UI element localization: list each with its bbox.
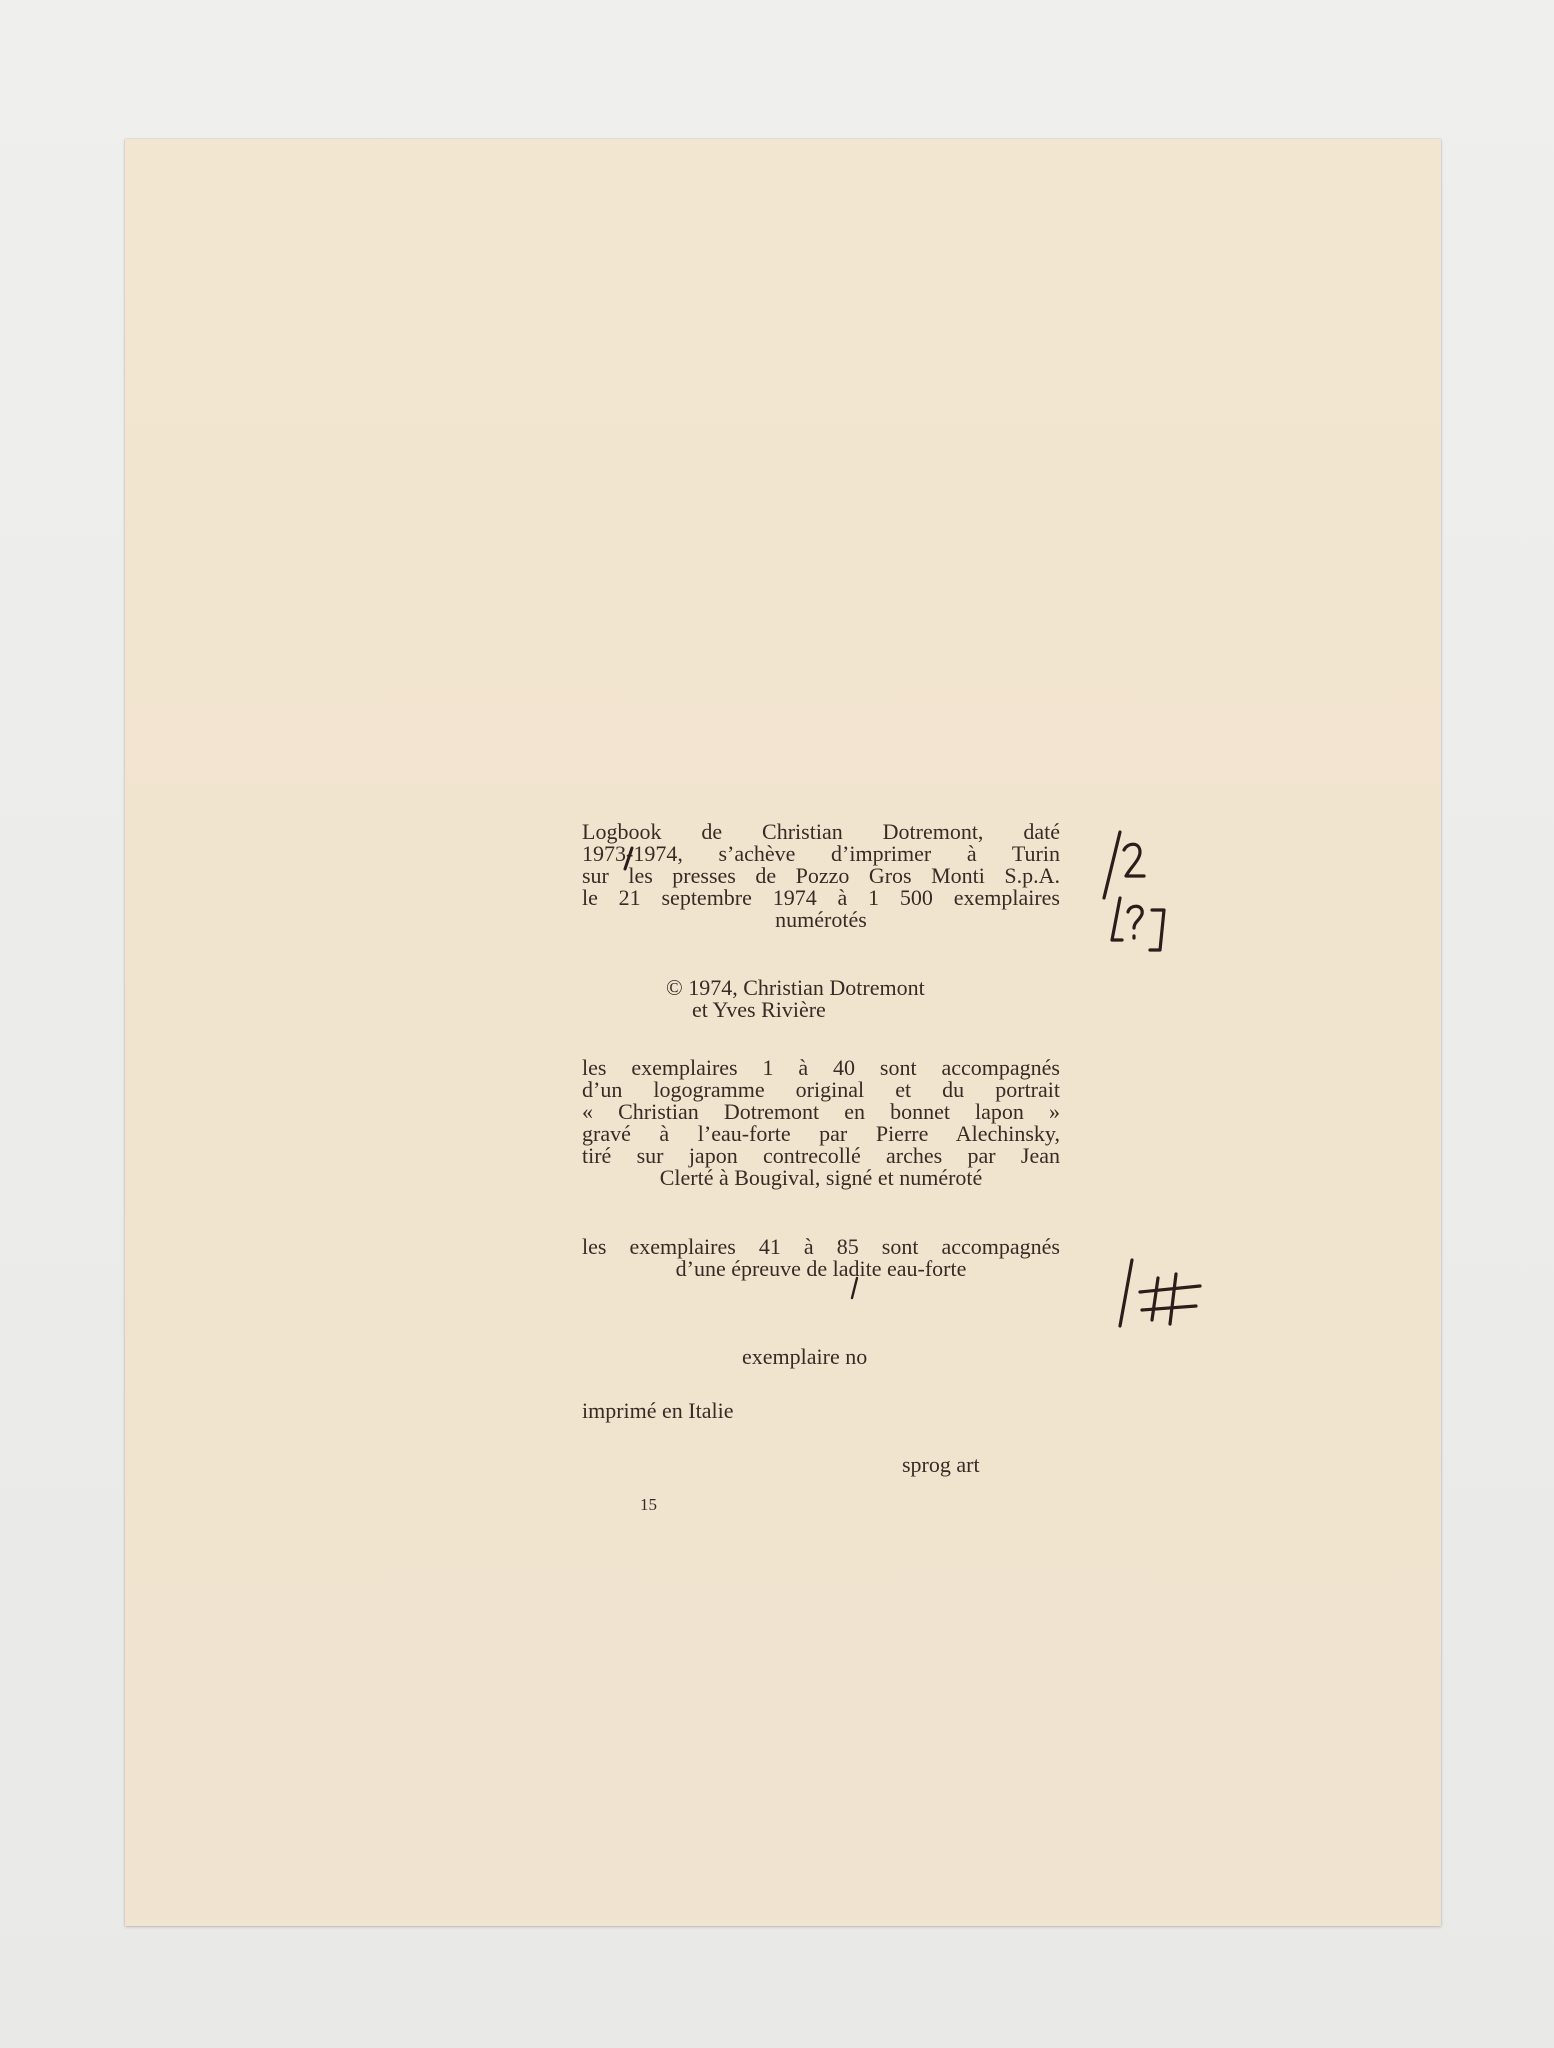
handwritten-annotation-bottom: [1110, 1250, 1220, 1340]
colophon-line: le 21 septembre 1974 à 1 500 exemplaires: [582, 885, 1060, 910]
limited-edition-line: les exemplaires 1 à 40 sont accompagnés: [582, 1055, 1060, 1080]
colophon-line: sur les presses de Pozzo Gros Monti S.p.A.: [582, 863, 1060, 888]
colophon-line: Logbook de Christian Dotremont, daté: [582, 819, 1060, 844]
limited-edition-line: gravé à l’eau-forte par Pierre Alechinsky,: [582, 1121, 1060, 1146]
limited-edition-line: Clerté à Bougival, signé et numéroté: [659, 1165, 983, 1190]
second-edition-line: les exemplaires 41 à 85 sont accompagnés: [582, 1234, 1060, 1259]
limited-edition-line: d’un logogramme original et du portrait: [582, 1077, 1060, 1102]
copyright-line: © 1974, Christian Dotremont: [666, 975, 925, 1000]
paper-sheet: [125, 139, 1441, 1926]
printed-in-label: imprimé en Italie: [582, 1398, 734, 1423]
page-number: 15: [640, 1495, 657, 1514]
limited-edition-line: « Christian Dotremont en bonnet lapon »: [582, 1099, 1060, 1124]
limited-edition-paragraph: [582, 1057, 1060, 1189]
handwritten-correction-ladite: [848, 1276, 862, 1300]
limited-edition-line: tiré sur japon contrecollé arches par Jean: [582, 1143, 1060, 1168]
second-edition-line: d’une épreuve de ladite eau-forte: [675, 1256, 967, 1281]
colophon-paragraph: [582, 821, 1060, 931]
copyright-line: et Yves Rivière: [692, 997, 826, 1022]
publisher-name: sprog art: [902, 1452, 980, 1477]
copyright-notice: [660, 977, 1010, 1021]
colophon-line: 1973-1974, s’achève d’imprimer à Turin: [582, 841, 1060, 866]
handwritten-annotation-top: [1090, 820, 1240, 970]
copy-number-label: exemplaire no: [742, 1344, 868, 1369]
colophon-line: numérotés: [775, 907, 867, 932]
second-edition-paragraph: [582, 1236, 1060, 1280]
handwritten-correction-year: [620, 846, 638, 872]
